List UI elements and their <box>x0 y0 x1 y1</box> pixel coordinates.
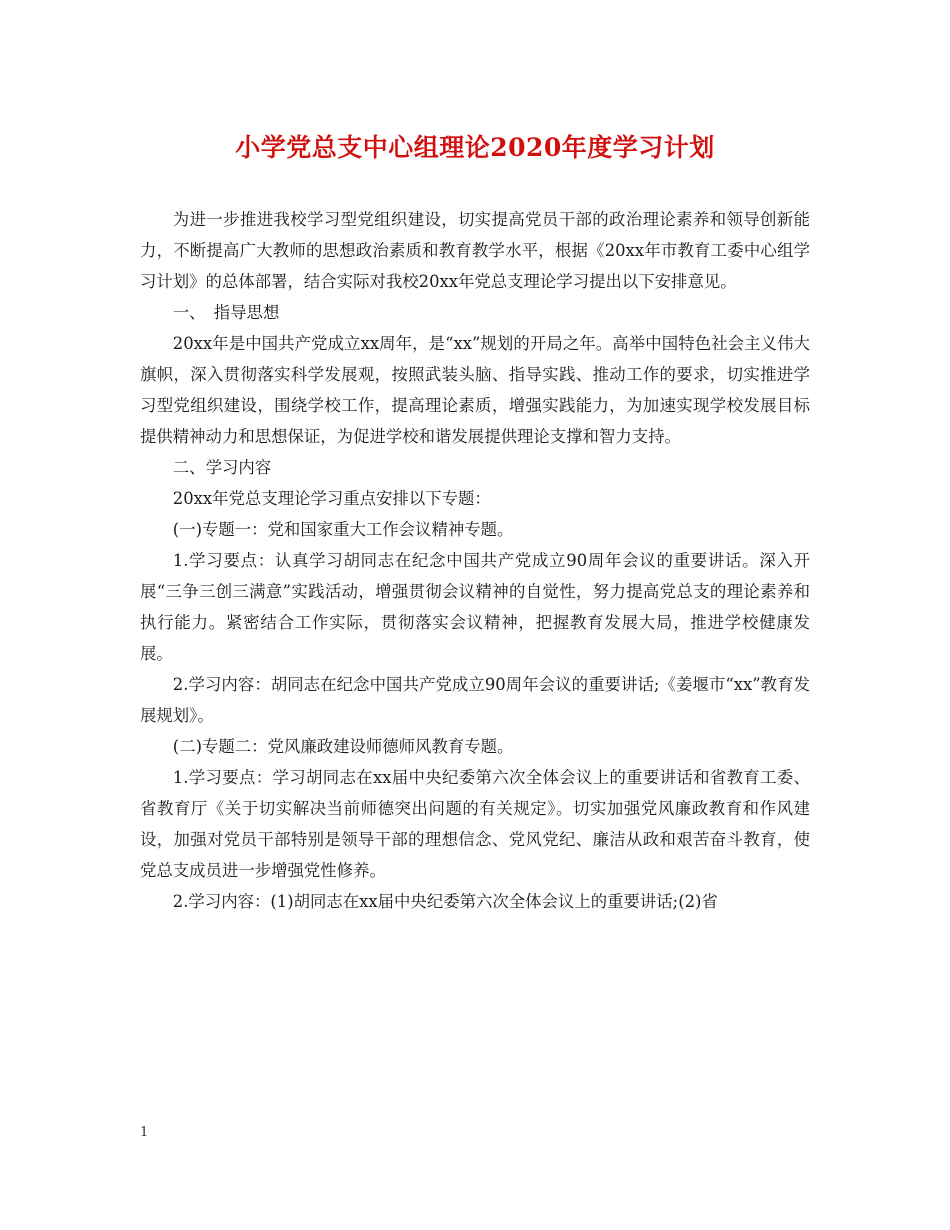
topic-one-key-points: 1.学习要点：认真学习胡同志在纪念中国共产党成立90周年会议的重要讲话。深入开展“三争三创三满意”实践活动，增强贯彻会议精神的自觉性，努力提高党总支的理论素养和执行能力。紧密结合工作实际，贯彻落实会议精神，把握教育发展大局，推进学校健康发展。 <box>140 551 810 663</box>
topic-one-content: 2.学习内容：胡同志在纪念中国共产党成立90周年会议的重要讲话;《姜堰市“xx”教育发展规划》。 <box>140 675 810 725</box>
guiding-thought-paragraph: 20xx年是中国共产党成立xx周年，是“xx”规划的开局之年。高举中国特色社会主义伟大旗帜，深入贯彻落实科学发展观，按照武装头脑、指导实践、推动工作的要求，切实推进学习型党组织建设，围绕学校工作，提高理论素质，增强实践能力，为加速实现学校发展目标提供精神动力和思想保证，为促进学校和谐发展提供理论支撑和智力支持。 <box>140 334 810 446</box>
study-topics-intro: 20xx年党总支理论学习重点安排以下专题： <box>172 489 491 508</box>
document-body <box>140 204 810 917</box>
topic-two-key-points: 1.学习要点：学习胡同志在xx届中央纪委第六次全体会议上的重要讲话和省教育工委、省教育厅《关于切实解决当前师德突出问题的有关规定》。切实加强党风廉政教育和作风建设，加强对党员干部特别是领导干部的理想信念、党风党纪、廉洁从政和艰苦奋斗教育，使党总支成员进一步增强党性修养。 <box>140 768 810 880</box>
topic-two-heading: (二)专题二：党风廉政建设师德师风教育专题。 <box>172 737 514 756</box>
intro-paragraph: 为进一步推进我校学习型党组织建设，切实提高党员干部的政治理论素养和领导创新能力，不断提高广大教师的思想政治素质和教育教学水平，根据《20xx年市教育工委中心组学习计划》的总体部署，结合实际对我校20xx年党总支理论学习提出以下安排意见。 <box>140 210 810 291</box>
document-title: 小学党总支中心组理论2020年度学习计划 <box>235 133 715 162</box>
section-heading-guiding-thought: 一、 指导思想 <box>172 303 280 322</box>
page-number: 1 <box>140 1125 149 1140</box>
topic-two-content: 2.学习内容：(1)胡同志在xx届中央纪委第六次全体会议上的重要讲话;(2)省 <box>172 892 718 911</box>
section-heading-study-content: 二、学习内容 <box>172 458 272 477</box>
topic-one-heading: (一)专题一：党和国家重大工作会议精神专题。 <box>172 520 514 539</box>
